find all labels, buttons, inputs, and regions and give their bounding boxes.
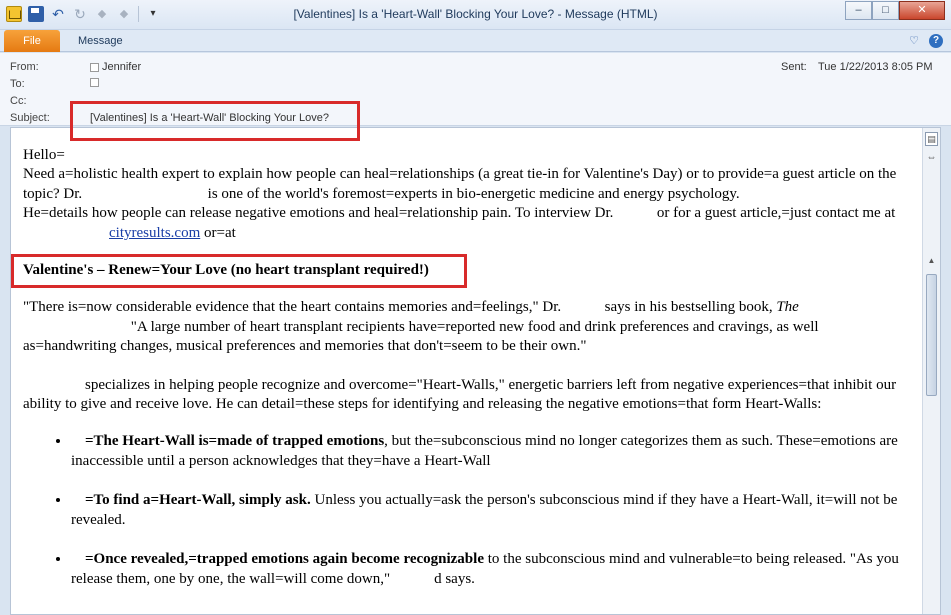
tab-message[interactable]: Message <box>78 35 123 47</box>
down-arrow-icon[interactable]: ◆ <box>119 8 129 20</box>
to-field[interactable] <box>90 78 99 87</box>
help-icon[interactable]: ? <box>929 34 943 48</box>
contact-checkbox[interactable] <box>90 78 99 87</box>
bullet-text: d says. <box>434 570 475 587</box>
section-heading: Valentine's – Renew=Your Love (no heart transplant required!) <box>23 262 429 279</box>
heading-highlight-box <box>11 254 467 288</box>
contact-checkbox[interactable] <box>90 63 99 72</box>
intro-text: is one of the world's foremost=experts in bio-energetic medicine and energy psychology. <box>207 185 740 202</box>
quote-text: "There is=now considerable evidence that the heart contains memories and=feelings," Dr. <box>23 299 562 316</box>
from-label: From: <box>10 61 39 73</box>
specializes-paragraph <box>23 376 903 415</box>
bullet-text: to the subconscious mind and vulnerable=to being released. "As you release them, one by one, the wall=will come down," <box>71 551 899 587</box>
window-title: [Valentines] Is a 'Heart-Wall' Blocking Your Love? - Message (HTML) <box>293 7 658 21</box>
subject-label: Subject: <box>10 112 50 124</box>
greeting: Hello= <box>23 147 65 163</box>
title-bar <box>0 0 951 30</box>
intro-text: He=details how people can release negative emotions and heal=relationship pain. To interview Dr. <box>23 205 614 222</box>
sent-label: Sent: <box>781 61 807 73</box>
bullet-text: , but the=subconscious mind no longer categorizes them as such. These=emotions are inaccessible until a person acknowledges that they=have a Heart-Wall <box>71 433 898 469</box>
quote-text: says in his bestselling book, <box>604 299 773 316</box>
to-label: To: <box>10 78 25 90</box>
intro-text: or for a guest article,=just contact me at <box>656 205 896 222</box>
steps-list <box>23 432 903 588</box>
list-item <box>71 491 903 530</box>
subject-value: [Valentines] Is a 'Heart-Wall' Blocking Your Love? <box>90 112 329 124</box>
maximize-button[interactable]: □ <box>872 1 899 20</box>
bullet-bold: =Once revealed,=trapped emotions again become recognizable <box>85 551 484 568</box>
scroll-pin-icon[interactable]: ⇔ <box>926 152 937 163</box>
vertical-scrollbar[interactable] <box>922 128 940 614</box>
attachment-icon[interactable]: ▤ <box>925 132 938 146</box>
message-header <box>0 53 951 126</box>
minimize-button[interactable]: – <box>845 1 872 20</box>
redo-icon[interactable]: ↻ <box>74 6 86 22</box>
from-value: Jennifer <box>102 61 142 73</box>
from-field[interactable] <box>90 61 141 73</box>
cc-label: Cc: <box>10 95 27 107</box>
scrollbar-thumb[interactable] <box>926 274 937 396</box>
window-controls <box>845 1 945 20</box>
undo-icon[interactable]: ↶ <box>52 6 64 22</box>
intro-text: or=at <box>203 224 236 241</box>
customize-qat-icon[interactable]: ▾ <box>150 8 156 19</box>
ribbon-right-controls <box>907 34 943 48</box>
intro-text: Need a=holistic health expert to explain how people can heal=relationships (a great tie-in for Valentine's Day) or to provide=a guest article on the topic? Dr. <box>23 166 897 202</box>
list-item <box>71 550 903 589</box>
quote-paragraph <box>23 298 903 356</box>
sent-value: Tue 1/22/2013 8:05 PM <box>818 61 933 73</box>
bullet-text: Unless you actually=ask the person's subconscious mind if they have a Heart-Wall, it=will not be revealed. <box>71 492 898 528</box>
scroll-up-icon[interactable]: ▲ <box>927 256 936 265</box>
specializes-text: specializes in helping people recognize and overcome="Heart-Walls," energetic barriers left from negative experiences=that inhibit our ability to give and receive love. He can detail=these steps for identifying and releasing the negative emotions=that form Heart-Walls: <box>23 376 897 413</box>
ribbon-tabs <box>0 30 951 52</box>
message-body[interactable] <box>10 127 941 615</box>
subject-highlight-box <box>70 101 360 141</box>
message-content <box>23 146 903 609</box>
quote-text: "A large number of heart transplant recipients have=reported new food and drink preferences and cravings, as well as=handwriting changes, musical preferences and memories that don't=seem to be their own." <box>23 318 819 355</box>
email-link[interactable]: cityresults.com <box>109 224 201 241</box>
bullet-bold: =To find a=Heart-Wall, simply ask. <box>85 492 311 509</box>
list-item <box>71 432 903 471</box>
minimize-ribbon-icon[interactable]: ♡ <box>909 35 919 47</box>
close-button[interactable]: ✕ <box>899 1 945 20</box>
intro-paragraph <box>23 165 903 243</box>
up-arrow-icon[interactable]: ◆ <box>97 8 107 20</box>
bullet-bold: =The Heart-Wall is=made of trapped emotions <box>85 433 385 450</box>
book-title: The <box>776 299 799 316</box>
tab-file[interactable]: File <box>4 30 60 52</box>
